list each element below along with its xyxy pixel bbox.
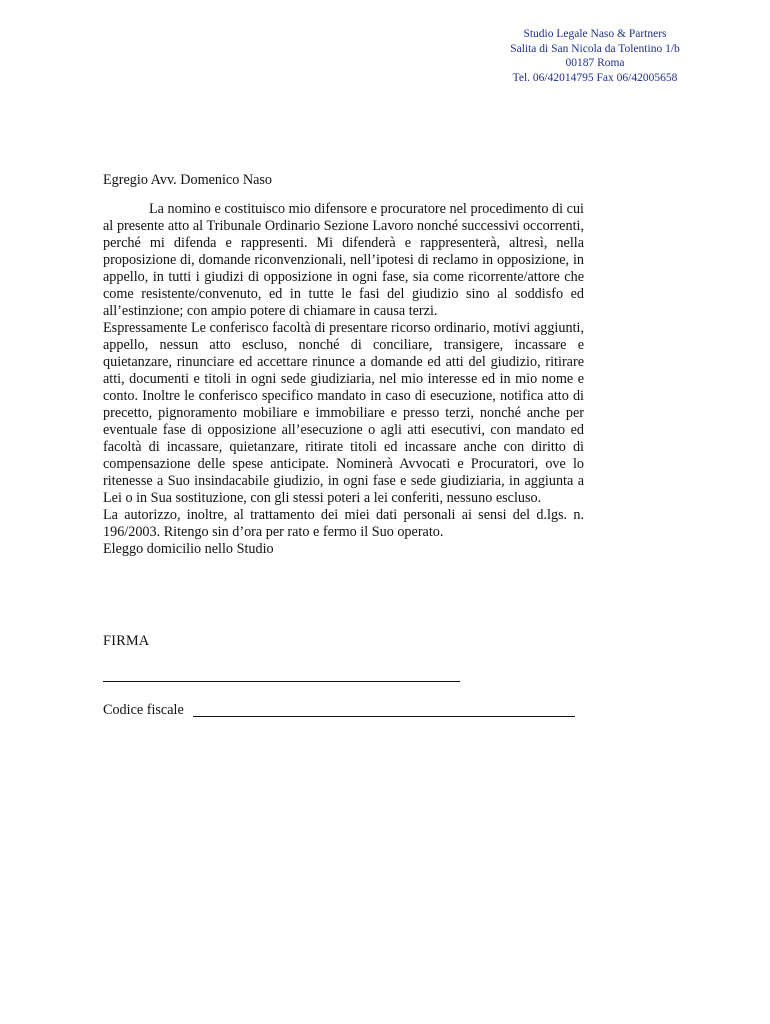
powers-paragraph: Espressamente Le conferisco facoltà di presentare ricorso ordinario, motivi aggiunti, appello, nessun atto escluso, nonché di conciliare, transigere, incassare e quietanzare, rinunciare ed accettare rinunce a domande ed atti del giudizio, ritirare atti, documenti e titoli in ogni sede giudiziaria, nel mio interesse ed in mio nome e conto. Inoltre le conferisco specifico mandato in caso di esecuzione, notifica atto di precetto, pignoramento mobiliare e immobiliare e presso terzi, nonché anche per eventuale fase di opposizione all’esecuzione o agli atti esecutivi, con mandato ed facoltà di incassare, quietanzare, ritirate titoli ed incassare anche con diritto di compensazione delle spese anticipate. Nominerà Avvocati e Procuratori, ove lo ritenesse a Suo insindacabile giudizio, in ogni fase e sede giudiziaria, in aggiunta a Lei o in Sua sostituzione, con gli stessi poteri a lei conferiti, nessuno escluso. <box>103 320 584 506</box>
tax-code-line <box>193 716 575 717</box>
letterhead-firm-name: Studio Legale Naso & Partners <box>523 28 667 40</box>
signature-line <box>103 681 460 682</box>
privacy-paragraph: La autorizzo, inoltre, al trattamento dei miei dati personali ai sensi del d.lgs. n. 196/2003. Ritengo sin d’ora per rato e fermo il Suo operato. <box>103 507 584 540</box>
letterhead-contacts: Tel. 06/42014795 Fax 06/42005658 <box>512 71 678 84</box>
letterhead-city: 00187 Roma <box>565 57 625 69</box>
letterhead-street: Salita di San Nicola da Tolentino 1/b <box>510 42 680 55</box>
tax-code-label: Codice fiscale <box>103 702 184 718</box>
letterhead <box>470 27 720 85</box>
mandate-paragraph: La nomino e costituisco mio difensore e procuratore nel procedimento di cui al presente atto al Tribunale Ordinario Sezione Lavoro nonché successivi occorrenti, perché mi difenda e rappresenti. Mi difenderà e rappresenterà, altresì, nella proposizione di, domande riconvenzionali, nell’ipotesi di reclamo in opposizione, in appello, in tutti i giudizi di opposizione in ogni fase, sia come ricorrente/attore che come resistente/convenuto, ed in tutte le fasi del giudizio sino al soddisfo ed all’estinzione; con ampio potere di chiamare in causa terzi. <box>103 201 584 319</box>
signature-label: FIRMA <box>103 633 150 649</box>
domicile-paragraph: Eleggo domicilio nello Studio <box>103 541 274 557</box>
letter-body <box>103 172 584 558</box>
salutation: Egregio Avv. Domenico Naso <box>103 172 273 188</box>
